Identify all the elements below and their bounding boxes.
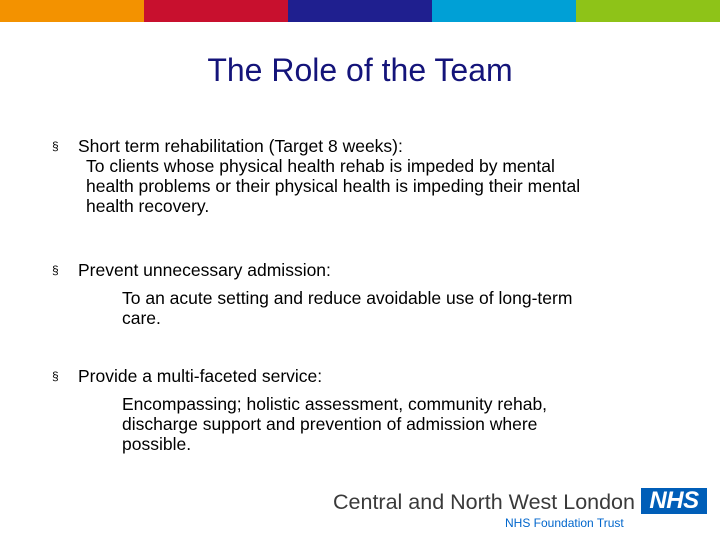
bullet-heading: Prevent unnecessary admission: — [78, 260, 331, 280]
bullet-desc-line: To clients whose physical health rehab is impeded by mental — [86, 156, 555, 176]
strip-red — [144, 0, 288, 22]
bullet-desc-line: To an acute setting and reduce avoidable use of long-term — [122, 288, 573, 308]
bullet-item — [52, 260, 572, 328]
org-subtitle: NHS Foundation Trust — [505, 516, 624, 530]
strip-cyan — [432, 0, 576, 22]
strip-orange — [0, 0, 144, 22]
trust-logo — [333, 486, 708, 532]
bullet-desc-line: care. — [122, 308, 161, 328]
bullet-heading: Provide a multi-faceted service: — [78, 366, 323, 386]
bullet-marker-icon: § — [52, 369, 59, 383]
color-strip — [0, 0, 720, 22]
bullet-marker-icon: § — [52, 139, 59, 153]
bullet-item — [52, 136, 580, 216]
strip-green — [576, 0, 720, 22]
bullet-desc-line: possible. — [122, 434, 192, 454]
slide-title: The Role of the Team — [207, 52, 513, 88]
bullet-desc-line: health recovery. — [86, 196, 210, 216]
nhs-logo-icon: NHS — [641, 488, 707, 514]
bullet-desc-line: discharge support and prevention of admission where — [122, 414, 538, 434]
bullet-heading: Short term rehabilitation (Target 8 weeks): — [78, 136, 403, 156]
bullet-description — [122, 394, 547, 454]
strip-navy — [288, 0, 432, 22]
bullet-description — [86, 156, 580, 216]
bullet-desc-line: health problems or their physical health is impeding their mental — [86, 176, 581, 196]
bullet-item — [52, 366, 547, 454]
bullet-marker-icon: § — [52, 263, 59, 277]
bullet-desc-line: Encompassing; holistic assessment, community rehab, — [122, 394, 548, 414]
bullet-description — [122, 288, 572, 328]
org-name: Central and North West London — [333, 490, 635, 514]
